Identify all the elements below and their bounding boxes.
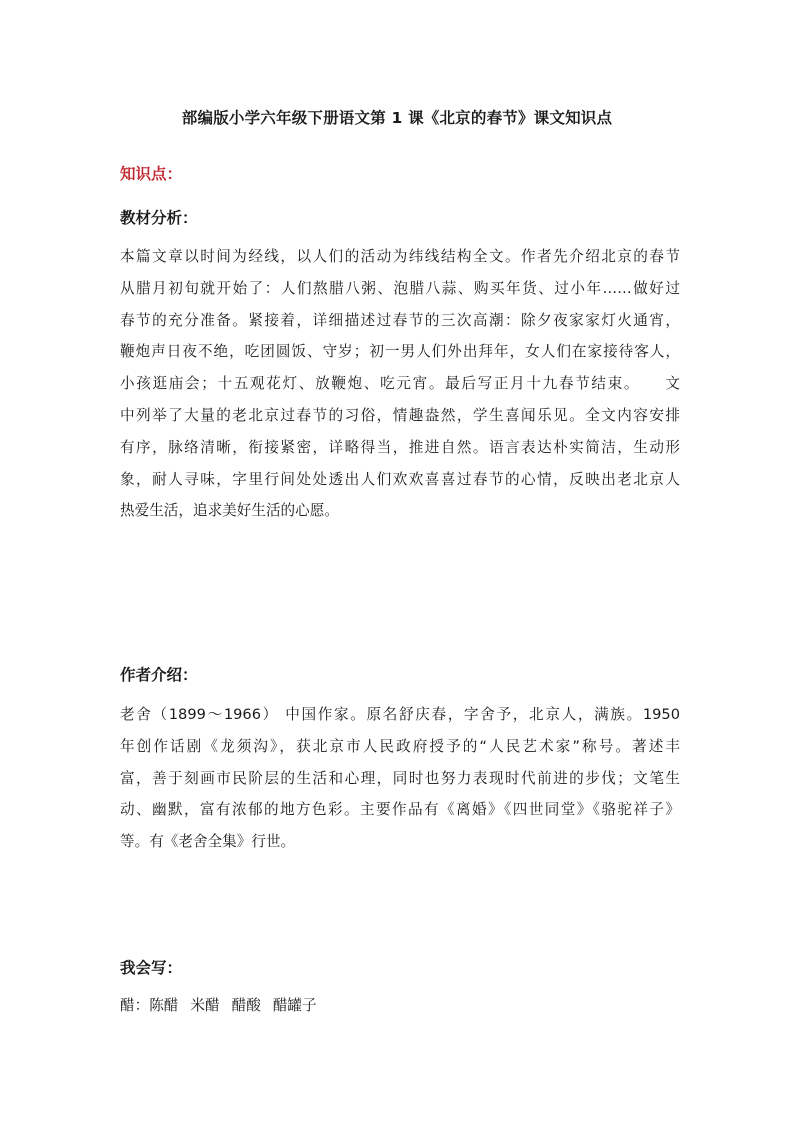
paragraph-line: 动、幽默，富有浓郁的地方色彩。主要作品有《离婚》《四世同堂》《骆驼祥子》 <box>120 801 680 819</box>
paragraph-line: 象，耐人寻味，字里行间处处透出人们欢欢喜喜过春节的心情，反映出老北京人 <box>120 470 680 488</box>
paragraph-line: 本篇文章以时间为经线，以人们的活动为纬线结构全文。作者先介绍北京的春节 <box>120 248 680 265</box>
analysis-heading: 教材分析： <box>120 209 198 227</box>
vocab-char-label: 醋： <box>120 997 150 1014</box>
vocab-word: 米醋 <box>190 997 220 1014</box>
paragraph-line: 等。有《老舍全集》行世。 <box>120 833 296 851</box>
paragraph-line: 春节的充分准备。紧接着，详细描述过春节的三次高潮：除夕夜家家灯火通宵， <box>120 311 680 329</box>
vocab-word: 醋罐子 <box>272 997 317 1014</box>
paragraph-line: 从腊月初旬就开始了：人们熬腊八粥、泡腊八蒜、购买年货、过小年……做好过 <box>120 279 680 297</box>
vocab-word: 醋酸 <box>231 997 261 1014</box>
paragraph-line: 有序，脉络清晰，衔接紧密，详略得当，推进自然。语言表达朴实简洁，生动形 <box>120 438 680 456</box>
writing-section <box>120 956 680 978</box>
paragraph-line: 鞭炮声日夜不绝，吃团圆饭、守岁；初一男人们外出拜年，女人们在家接待客人， <box>120 343 680 361</box>
writing-words <box>120 996 680 1028</box>
knowledge-section <box>120 162 680 184</box>
document-title: 部编版小学六年级下册语文第 1 课《北京的春节》课文知识点 <box>181 109 613 127</box>
writing-heading: 我会写： <box>120 959 183 977</box>
vocab-word: 陈醋 <box>149 997 179 1014</box>
analysis-paragraph <box>120 247 680 533</box>
author-heading: 作者介绍： <box>120 666 198 684</box>
paragraph-line: 老舍（1899～1966） 中国作家。原名舒庆春，字舍予，北京人，满族。1950 <box>120 706 680 723</box>
paragraph-line: 年创作话剧《龙须沟》，获北京市人民政府授予的“人民艺术家”称号。著述丰 <box>120 737 680 755</box>
analysis-section <box>120 206 680 228</box>
paragraph-line: 小孩逛庙会；十五观花灯、放鞭炮、吃元宵。最后写正月十九春节结束。 文 <box>120 375 680 393</box>
author-section <box>120 663 680 685</box>
paragraph-line: 热爱生活，追求美好生活的心愿。 <box>120 502 339 520</box>
author-paragraph <box>120 705 680 864</box>
paragraph-line: 中列举了大量的老北京过春节的习俗，情趣盎然，学生喜闻乐见。全文内容安排 <box>120 406 680 424</box>
vocab-row <box>120 996 680 1028</box>
paragraph-line: 富，善于刻画市民阶层的生活和心理，同时也努力表现时代前进的步伐；文笔生 <box>120 769 680 787</box>
knowledge-heading: 知识点： <box>120 165 183 183</box>
